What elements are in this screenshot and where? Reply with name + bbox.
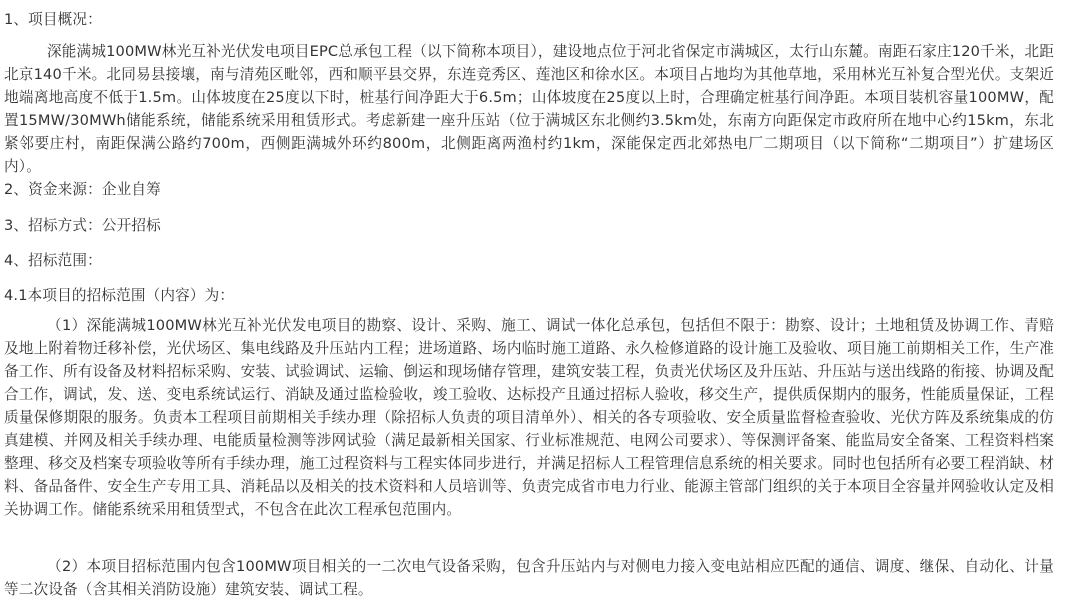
bidding-method: 3、招标方式：公开招标 — [4, 217, 161, 234]
scope-sub-heading: 4.1本项目的招标范围（内容）为： — [4, 287, 235, 304]
scope-heading: 4、招标范围： — [4, 252, 102, 269]
overview-body: 深能满城100MW林光互补光伏发电项目EPC总承包工程（以下简称本项目），建设地点位于河北省保定市满城区，太行山东麓。南距石家庄120千米，北距北京140千米。北同易县接壤，南与清苑区毗邻，西和顺平县交界，东连竞秀区、莲池区和徐水区。本项目占地均为其他草地，采用林光互补复合型光伏。支架近地端离地高度不低于1.5m。山体坡度在25度以下时，桩基行间净距大于6.5m；山体坡度在25度以上时，合理确定桩基行间净距。本项目装机容量100MW，配置15MW/30MWh储能系统，储能系统采用租赁形式。考虑新建一座升压站（位于满城区东北侧约3.5km处，东南方向距保定市政府所在地中心约15km，东北紧邻要庄村，南距保满公路约700m，西侧距满城外环约800m，北侧距离两渔村约1km，深能保定西北郊热电厂二期项目（以下简称“二期项目”）扩建场区内）。 — [4, 43, 1054, 175]
scope-item-1: （1）深能满城100MW林光互补光伏发电项目的勘察、设计、采购、施工、调试一体化总承包，包括但不限于：勘察、设计；土地租赁及协调工作、青赔及地上附着物迁移补偿，光伏场区、集电线路及升压站内工程；进场道路、场内临时施工道路、永久检修道路的设计施工及验收、项目施工前期相关工作，生产准备工作、所有设备及材料招标采购、安装、试验调试、运输、倒运和现场储存管理，建筑安装工程，负责光伏场区及升压站、升压站与送出线路的衔接、协调及配合工作，调试，发、送、变电系统试运行、消缺及通过监检验收，竣工验收、达标投产且通过招标人验收，移交生产，提供质保期内的服务，性能质量保证，工程质量保修期限的服务。负责本工程项目前期相关手续办理（除招标人负责的项目清单外）、相关的各专项验收、安全质量监督检查验收、光伏方阵及系统集成的仿真建模、并网及相关手续办理、电能质量检测等涉网试验（满足最新相关国家、行业标准规范、电网公司要求）、等保测评备案、能监局安全备案、工程资料档案整理、移交及档案专项验收等所有手续办理，施工过程资料与工程实体同步进行，并满足招标人工程管理信息系统的相关要求。同时也包括所有必要工程消缺、材料、备品备件、安全生产专用工具、消耗品以及相关的技术资料和人员培训等、负责完成省市电力行业、能源主管部门组织的关于本项目全容量并网验收认定及相关协调工作。储能系统采用租赁型式，不包含在此次工程承包范围内。 — [4, 317, 1054, 518]
funding-source: 2、资金来源：企业自筹 — [4, 181, 161, 198]
scope-item-2: （2）本项目招标范围内包含100MW项目相关的一二次电气设备采购，包含升压站内与对侧电力接入变电站相应匹配的通信、调度、继保、自动化、计量等二次设备（含其相关消防设施）建筑安装、调试工程。 — [4, 558, 1054, 598]
overview-heading: 1、项目概况： — [4, 11, 102, 28]
